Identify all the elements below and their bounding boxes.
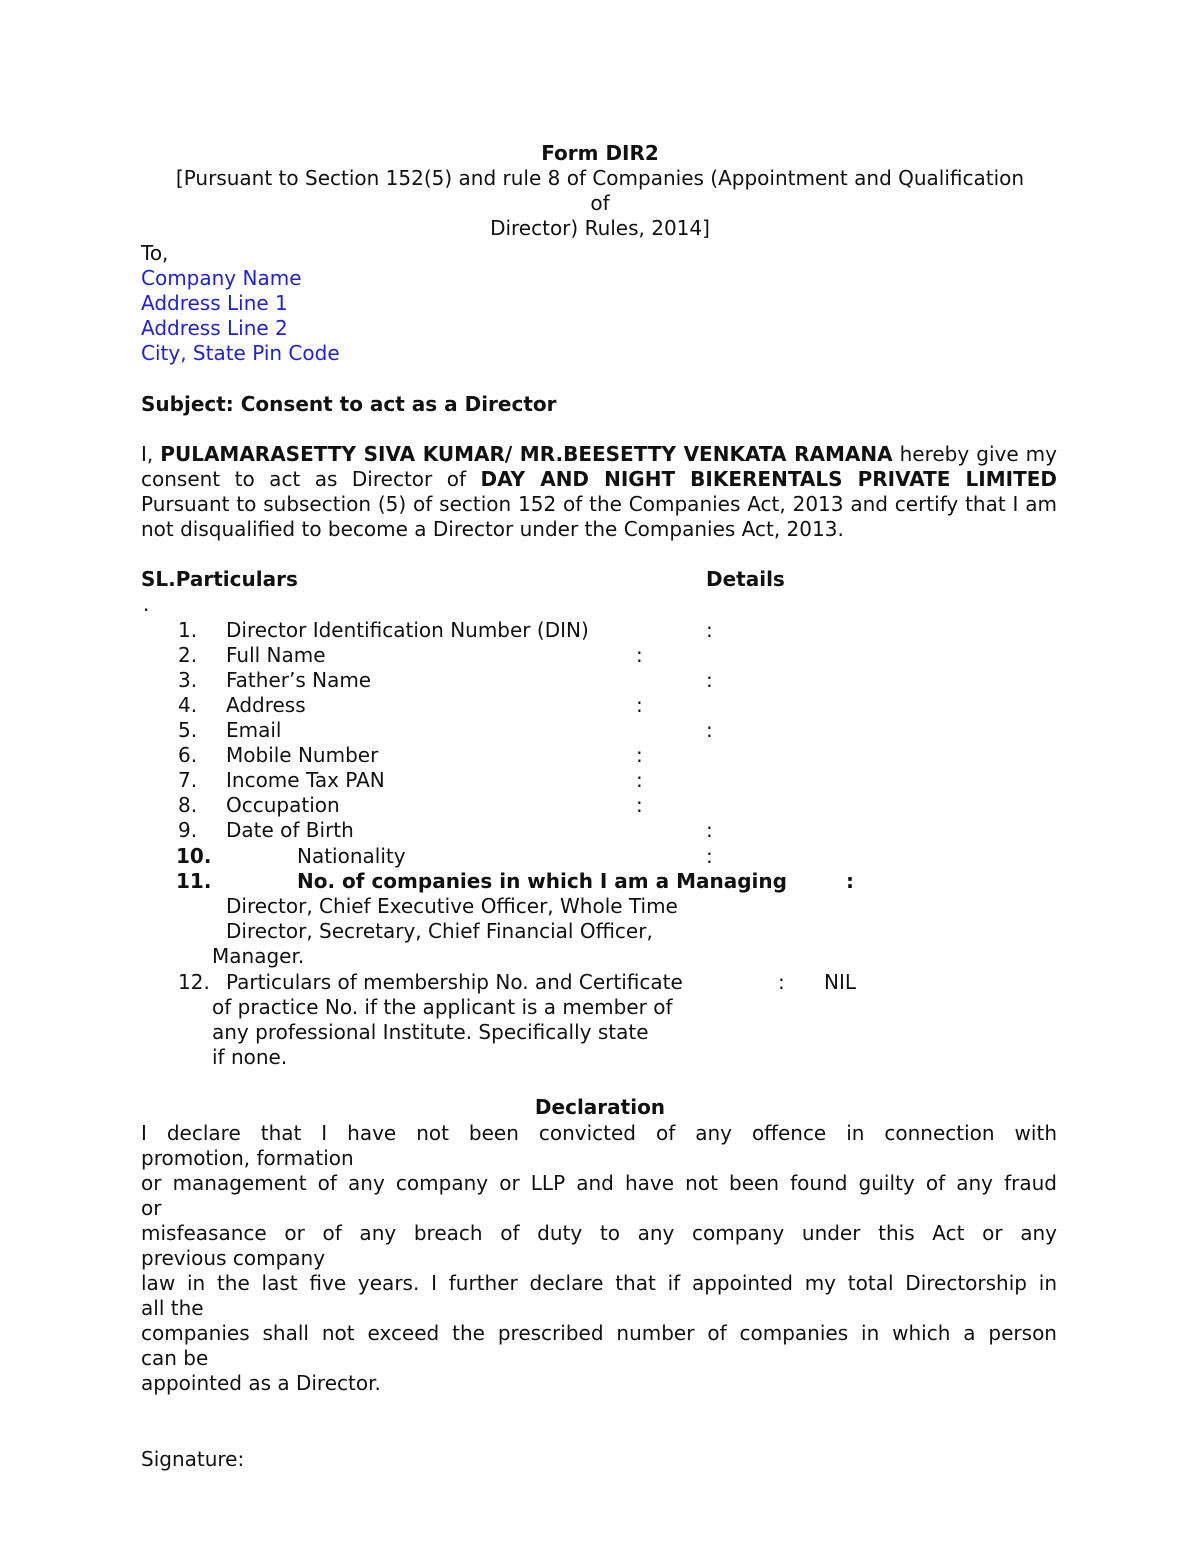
header-dot: . xyxy=(143,592,150,616)
item-colon-10: : xyxy=(706,844,713,868)
item-colon-11: : xyxy=(846,869,854,893)
item-colon-7: : xyxy=(636,768,643,792)
address-line-1: Address Line 1 xyxy=(141,291,288,315)
item-num-12: 12. xyxy=(178,970,210,994)
item-colon-2: : xyxy=(636,643,643,667)
declaration-line-8: all the xyxy=(141,1296,204,1320)
item-num-9: 9. xyxy=(178,818,198,842)
item-11-cont-2: Director, Secretary, Chief Financial Officer, xyxy=(226,919,653,943)
item-num-4: 4. xyxy=(178,693,198,717)
consent-text-2: hereby give my consent to act as Director of xyxy=(141,442,1057,491)
item-12-line-4: if none. xyxy=(212,1045,288,1069)
declaration-line-9: companies shall not exceed the prescribed number of companies in which a person xyxy=(141,1321,1057,1345)
item-colon-3: : xyxy=(706,668,713,692)
item-11-cont-1: Director, Chief Executive Officer, Whole Time xyxy=(226,894,678,918)
item-12-line-1: Particulars of membership No. and Certificate xyxy=(226,970,683,994)
item-colon-5: : xyxy=(706,718,713,742)
item-12-value: NIL xyxy=(824,970,857,994)
declaration-title: Declaration xyxy=(534,1095,666,1119)
form-title: Form DIR2 xyxy=(541,141,659,165)
form-subtitle-line-2: of xyxy=(590,191,610,215)
item-colon-12: : xyxy=(778,970,785,994)
subject-line: Subject: Consent to act as a Director xyxy=(141,392,557,416)
item-colon-4: : xyxy=(636,693,643,717)
declaration-line-1: I declare that I have not been convicted of any offence in connection with xyxy=(141,1121,1057,1145)
consent-text-1: I, xyxy=(141,442,161,466)
company-name-bold: DAY AND NIGHT BIKERENTALS PRIVATE LIMITED xyxy=(480,467,1057,491)
item-label-occupation: Occupation xyxy=(226,793,340,817)
consent-paragraph xyxy=(141,442,1057,542)
declaration-line-10: can be xyxy=(141,1346,209,1370)
city-state-pin: City, State Pin Code xyxy=(141,341,340,365)
declaration-line-11: appointed as a Director. xyxy=(141,1371,381,1395)
item-11-cont-3: Manager. xyxy=(212,944,305,968)
declaration-text xyxy=(141,1121,1057,1396)
declaration-line-7: law in the last five years. I further declare that if appointed my total Directorship in xyxy=(141,1271,1057,1295)
item-num-2: 2. xyxy=(178,643,198,667)
item-label-din: Director Identification Number (DIN) xyxy=(226,618,589,642)
declaration-line-6: previous company xyxy=(141,1246,326,1270)
item-label-nationality: Nationality xyxy=(297,844,406,868)
form-subtitle-line-3: Director) Rules, 2014] xyxy=(490,216,710,240)
item-12-line-3: any professional Institute. Specifically state xyxy=(212,1020,649,1044)
item-label-full-name: Full Name xyxy=(226,643,326,667)
item-num-5: 5. xyxy=(178,718,198,742)
item-label-managing: No. of companies in which I am a Managing xyxy=(297,869,787,893)
director-names: PULAMARASETTY SIVA KUMAR/ MR.BEESETTY VENKATA RAMANA xyxy=(160,442,893,466)
item-label-address: Address xyxy=(226,693,306,717)
item-label-dob: Date of Birth xyxy=(226,818,354,842)
item-12-line-2: of practice No. if the applicant is a member of xyxy=(212,995,673,1019)
declaration-line-5: misfeasance or of any breach of duty to any company under this Act or any xyxy=(141,1221,1057,1245)
item-colon-1: : xyxy=(706,618,713,642)
item-label-fathers-name: Father’s Name xyxy=(226,668,372,692)
company-name: Company Name xyxy=(141,266,302,290)
declaration-line-3: or management of any company or LLP and have not been found guilty of any fraud xyxy=(141,1171,1057,1195)
to-label: To, xyxy=(141,241,169,265)
form-subtitle-line-1: [Pursuant to Section 152(5) and rule 8 of Companies (Appointment and Qualification xyxy=(175,166,1025,190)
signature-label: Signature: xyxy=(141,1447,245,1471)
item-num-10: 10. xyxy=(176,844,212,868)
item-num-7: 7. xyxy=(178,768,198,792)
item-num-3: 3. xyxy=(178,668,198,692)
item-colon-6: : xyxy=(636,743,643,767)
item-num-6: 6. xyxy=(178,743,198,767)
item-label-email: Email xyxy=(226,718,282,742)
item-num-11: 11. xyxy=(176,869,212,893)
item-colon-9: : xyxy=(706,818,713,842)
item-label-mobile: Mobile Number xyxy=(226,743,379,767)
item-colon-8: : xyxy=(636,793,643,817)
particulars-header: SL.Particulars xyxy=(141,567,298,591)
consent-text-3: Pursuant to subsection (5) of section 152 of the Companies Act, 2013 and certify that I am not disqualified to become a Director under the Companies Act, 2013. xyxy=(141,492,1057,541)
item-num-8: 8. xyxy=(178,793,198,817)
item-label-pan: Income Tax PAN xyxy=(226,768,385,792)
item-num-1: 1. xyxy=(178,618,198,642)
declaration-line-4: or xyxy=(141,1196,162,1220)
address-line-2: Address Line 2 xyxy=(141,316,288,340)
details-header: Details xyxy=(706,567,785,591)
declaration-line-2: promotion, formation xyxy=(141,1146,354,1170)
